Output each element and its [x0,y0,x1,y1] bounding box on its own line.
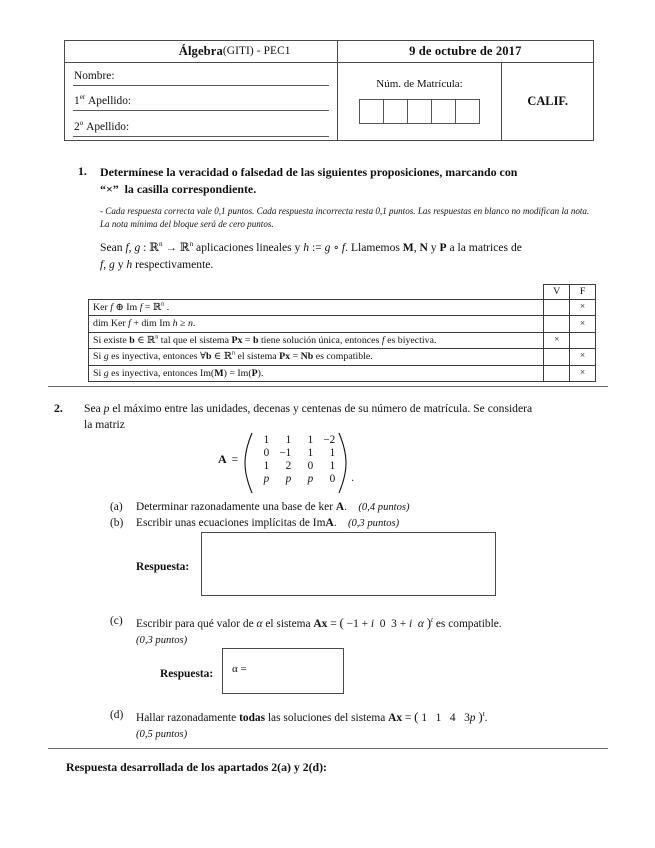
matricula-label: Núm. de Matrícula: [376,78,463,91]
table-header-row [89,285,596,300]
matrix-cell: 1 [329,460,336,472]
question-1-note: - Cada respuesta correcta vale 0,1 puntos. Cada respuesta incorrecta resta 0,1 puntos. Las respuestas en blanco no modifican la nota. La nota mínima del bloque será de cero puntos. [100,205,590,229]
footer-instruction: Respuesta desarrollada de los apartados 2(a) y 2(d): [66,760,327,774]
matricula-box[interactable] [431,99,456,124]
calif-cell[interactable] [502,63,594,141]
question-1-setup: Sean f, g : ℝ$^n$ → ℝ$^n$ aplicaciones lineales y h := g ∘ f. Llamemos M, N y P a la matrices de f, g y h respectivamente. [100,240,522,271]
course-title: Álgebra [178,44,223,58]
part-a-text: Determinar razonadamente una base de ker A. (0,4 puntos) [136,501,410,513]
matrix-cell: 1 [263,460,270,472]
part-a-points: (0,4 puntos) [358,502,410,513]
surname2-field-row[interactable] [65,114,337,140]
part-b-text: Escribir unas ecuaciones implícitas de ImA. (0,3 puntos) [136,517,400,529]
matrix-cell: 0 [329,473,336,485]
matrix-cell: −1 [279,447,292,459]
course-code: (GITI) - PEC1 [222,45,291,57]
table-row [89,316,596,332]
student-name-fields [65,63,338,141]
table-row [89,332,596,348]
table-row [89,300,596,316]
matrix-cell: 1 [285,434,292,446]
part-c-label: (c) [110,615,123,627]
header-col-f: F [570,285,596,300]
matrix-cell: 1 [263,434,270,446]
section-divider [48,748,608,749]
part-d-points: (0,5 puntos) [136,728,188,740]
true-false-table [88,284,596,382]
part-c-answer-value: α = [232,663,247,675]
proposition-text: Si existe b ∈ ℝ$^n$ tal que el sistema Px = b tiene solución única, entonces f es biyectiva. [89,332,544,348]
section-divider [48,386,608,387]
proposition-text: Si g es inyectiva, entonces ∀b ∈ ℝ$^n$ el sistema Px = Nb es compatible. [89,349,544,365]
matricula-boxes [338,99,502,124]
question-1-number: 1. [78,164,87,178]
left-paren [244,432,253,487]
header-col-v: V [544,285,570,300]
checkbox-f[interactable]: × [570,316,596,332]
part-d-label: (d) [110,709,124,721]
matrix-cell: 2 [285,460,292,472]
matricula-cell [337,63,502,141]
matrix-cell: 0 [307,460,314,472]
matricula-box[interactable] [383,99,408,124]
checkbox-v[interactable] [544,349,570,365]
exam-date: 9 de octubre de 2017 [409,44,522,58]
part-d-text: Hallar razonadamente todas las soluciones del sistema Ax = ( 1 1 4 3p )$^t$. (0,5 puntos) [136,709,488,740]
name-field-row[interactable] [65,63,337,89]
proposition-text: Si g es inyectiva, entonces Im(M) = Im(P). [89,365,544,381]
checkbox-f[interactable] [570,332,596,348]
part-c-text: Escribir para qué valor de α el sistema Ax = ( −1 + i 0 3 + i α )$^t$ es compatible. (0,3 puntos) [136,615,502,646]
question-2 [54,401,599,433]
part-c-answer-label: Respuesta: [160,668,214,680]
question-2-part-d [110,708,600,743]
proposition-text: Ker f ⊕ Im f = ℝ$^n$ . [89,300,544,316]
part-b-answer-box[interactable] [201,532,496,596]
part-b-label: (b) [110,517,124,529]
matricula-box[interactable] [359,99,384,124]
question-2-part-c [110,614,600,649]
matrix-cell: 1 [307,447,314,459]
calif-label: CALIF. [527,93,568,108]
matricula-box[interactable] [407,99,432,124]
matrix-period: . [351,472,355,484]
matrix-A-equation [218,432,354,487]
checkbox-f[interactable]: × [570,365,596,381]
question-2-part-b [110,516,580,532]
checkbox-f[interactable]: × [570,300,596,316]
checkbox-v[interactable]: × [544,332,570,348]
question-2-part-a [110,500,580,516]
checkbox-v[interactable] [544,300,570,316]
matrix-cell: 1 [329,447,336,459]
checkbox-v[interactable] [544,316,570,332]
matrix-cell: p [285,473,292,485]
part-a-label: (a) [110,501,123,513]
surname2-label: 2$^o$ Apellido: [74,118,130,133]
proposition-text: dim Ker f + dim Im h ≥ n. [89,316,544,332]
question-1-statement: Determínese la veracidad o falsedad de las siguientes proposiciones, marcando con “×” la casilla correspondiente. [100,165,518,196]
surname1-label: 1er Apellido: [74,93,132,108]
header-course-cell [65,41,338,63]
part-b-answer-label: Respuesta: [136,561,190,573]
matrix-cell: −2 [323,434,336,446]
matricula-box[interactable] [455,99,480,124]
matrix-equals: = [231,453,239,466]
matrix-cell: p [307,473,314,485]
question-2-number: 2. [54,401,63,415]
matrix-cell: p [263,473,270,485]
matrix-body [253,432,338,487]
name-label: Nombre: [74,69,115,82]
checkbox-f[interactable]: × [570,349,596,365]
part-c-answer-box[interactable] [222,648,344,694]
right-paren [338,432,347,487]
table-row [89,365,596,381]
part-b-points: (0,3 puntos) [347,518,400,529]
question-1 [78,164,596,273]
matrix-cell: 1 [307,434,314,446]
matrix-cell: 0 [263,447,270,459]
table-row [89,349,596,365]
part-c-points: (0,3 puntos) [136,634,188,646]
header-blank [89,285,544,300]
exam-header-table [64,40,594,141]
question-2-statement: Sea p el máximo entre las unidades, decenas y centenas de su número de matrícula. Se considera la matriz [84,402,533,432]
matrix-name: A [218,452,227,466]
header-date-cell [337,41,593,63]
checkbox-v[interactable] [544,365,570,381]
surname1-field-row[interactable] [65,89,337,115]
